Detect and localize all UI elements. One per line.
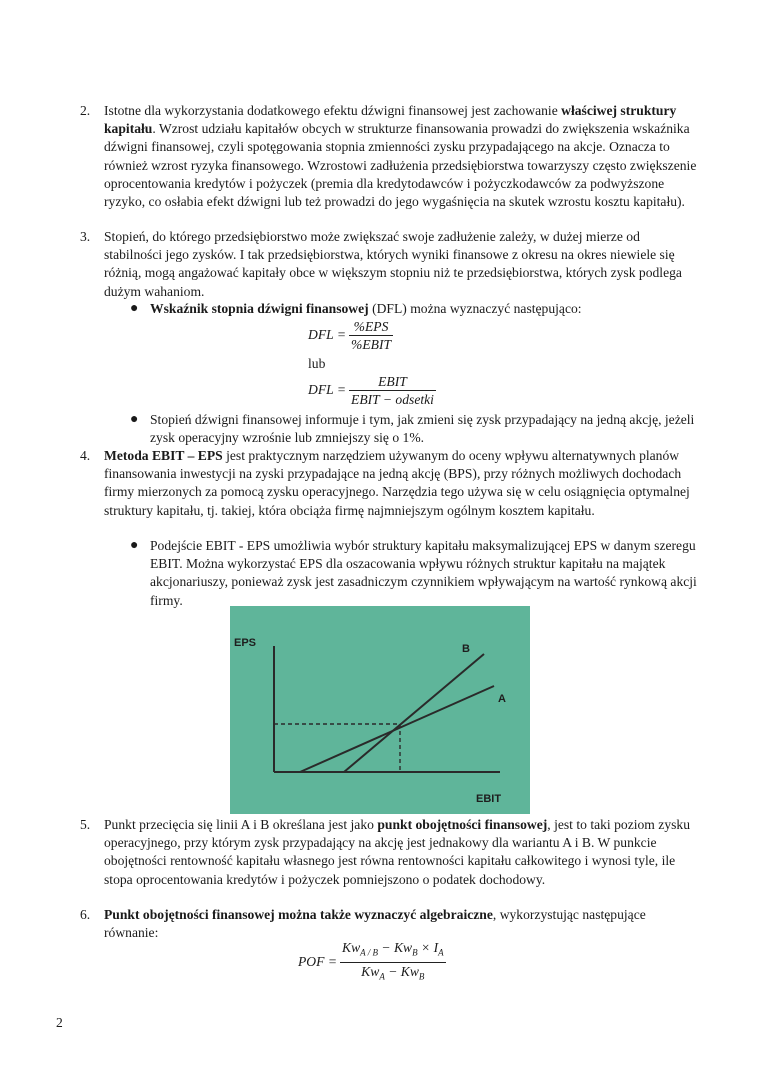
list-number: 6. xyxy=(80,907,91,922)
text-run: Istotne dla wykorzystania dodatkowego efektu dźwigni finansowej jest zachowanie xyxy=(104,103,562,118)
formula-or: lub xyxy=(308,356,326,371)
list-text xyxy=(104,816,700,889)
bullet-icon: ● xyxy=(130,301,139,316)
formula-subscript: A / B xyxy=(360,947,378,958)
bullet-item-dfl-info xyxy=(130,411,700,447)
bold-text-run: Punkt obojętności finansowej można także wyznaczyć algebraiczne xyxy=(104,907,493,922)
formula-subscript: B xyxy=(418,971,425,982)
fraction xyxy=(340,939,446,985)
formula-dfl-percent xyxy=(308,318,393,353)
formula-subscript: A xyxy=(379,971,385,982)
text-run: jest praktycznym narzędziem używanym do oceny wpływu alternatywnych planów finansowania inwestycji na zyski przypadające na jedną akcję (BPS), przy różnych możliwych dochodach firmy mierzonych za pomocą zysku operacyjnego. Narzędzia tego używa się w celu osiągnięcia optymalnej struktury kapitału, tj. takiej, która obciąża firmę najmniejszym ogólnym kosztem kapitału. xyxy=(104,448,690,518)
list-number: 5. xyxy=(80,817,91,832)
list-number: 4. xyxy=(80,448,91,463)
formula-term: × I xyxy=(417,940,439,955)
list-number: 3. xyxy=(80,229,91,244)
fraction-denominator: %EBIT xyxy=(351,337,392,352)
formula-lhs: DFL = xyxy=(308,382,347,398)
list-text xyxy=(104,102,700,211)
bullet-text xyxy=(150,300,700,318)
fraction xyxy=(349,318,393,353)
bullet-icon: ● xyxy=(130,538,139,553)
text-run: (DFL) można wyznaczyć następująco: xyxy=(368,301,582,316)
bold-text-run: właściwej struktury kapitału xyxy=(104,103,677,137)
page-number: 2 xyxy=(56,1015,63,1030)
fraction-numerator: EBIT xyxy=(349,373,436,391)
line-b-label: B xyxy=(462,643,470,655)
formula-lhs: POF = xyxy=(298,954,337,970)
x-axis-label: EBIT xyxy=(476,793,502,805)
list-item-4 xyxy=(80,447,700,537)
formula-pof xyxy=(298,939,446,985)
fraction-denominator: EBIT − odsetki xyxy=(351,392,434,407)
formula-subscript: A xyxy=(438,947,444,958)
list-text xyxy=(104,447,700,520)
bullet-item-ebit-eps xyxy=(130,537,700,609)
line-a-label: A xyxy=(498,693,506,705)
list-item-6 xyxy=(80,906,700,942)
list-item-5 xyxy=(80,816,700,906)
list-item-3 xyxy=(80,228,700,300)
list-number: 2. xyxy=(80,103,91,118)
bullet-text xyxy=(150,411,700,447)
text-run: , wykorzystując następujące równanie: xyxy=(104,907,646,941)
list-text xyxy=(104,228,700,301)
text-run: Podejście EBIT - EPS umożliwia wybór struktury kapitału maksymalizującej EPS w danym szeregu EBIT. Można wykorzystać EPS dla oszacowania wpływu różnych struktur kapitału na majątek akcjonariuszy, ponieważ zysk jest zasadniczym czynnikiem wpływającym na wartość rynkową akcji firmy. xyxy=(150,538,697,608)
bullet-item-dfl xyxy=(130,300,700,318)
bullet-icon: ● xyxy=(130,412,139,427)
formula-term: Kw xyxy=(361,963,380,979)
formula-dfl-ebit xyxy=(308,373,436,408)
bold-text-run: punkt obojętności finansowej xyxy=(377,817,548,832)
formula-term: − Kw xyxy=(384,963,419,979)
text-run: Stopień, do którego przedsiębiorstwo może zwiększać swoje zadłużenie zależy, w dużej mierze od stabilności jego zysków. I tak przedsiębiorstwa, których wyniki finansowe z okresu na okres niewiele się różnią, mogą angażować kapitały obce w większym stopniu niż te przedsiębiorstwa, których zysk podlega dużym wahaniom. xyxy=(104,229,682,299)
y-axis-label: EPS xyxy=(234,637,257,649)
bold-text-run: Metoda EBIT – EPS xyxy=(104,448,223,463)
list-text xyxy=(104,906,700,942)
text-run: Punkt przecięcia się linii A i B określana jest jako xyxy=(104,817,378,832)
list-item-2 xyxy=(80,102,700,228)
text-run: . Wzrost udziału kapitałów obcych w strukturze finansowania prowadzi do zwiększenia wskaźnika dźwigni finansowej, czyli spotęgowania stopnia zmienności zysku przypadającego na akcje. Oznacza to również wzrost ryzyka finansowego. Wzrostowi zadłużenia przedsiębiorstwa towarzyszy często zwiększenie oprocentowania kredytów i pożyczek (premia dla kredytodawców i pożyczkodawców za podwyższone ryzyko, co osłabia efekt dźwigni lub też prowadzi do jego wygaśnięcia na skutek wzrostu kosztu kapitału). xyxy=(104,121,697,210)
fraction-denominator xyxy=(340,963,446,986)
text-run: , jest to taki poziom zysku operacyjnego, przy którym zysk przypadający na akcję jest jednakowy dla wariantu A i B. W punkcie obojętności rentowność kapitału własnego jest równa rentowności kapitału całkowitego i wynosi tyle, ile stopa oprocentowania kredytów i pożyczek pomniejszono o podatek dochodowy. xyxy=(104,817,690,887)
ebit-eps-chart xyxy=(230,606,530,814)
bold-text-run: Wskaźnik stopnia dźwigni finansowej xyxy=(150,301,369,316)
formula-lhs: DFL = xyxy=(308,327,347,343)
bullet-text xyxy=(150,537,700,610)
text-run: Stopień dźwigni finansowej informuje i tym, jak zmieni się zysk przypadający na jedną akcję, jeżeli zysk operacyjny wzrośnie lub zmniejszy się o 1%. xyxy=(150,412,695,446)
fraction-numerator xyxy=(340,939,446,963)
fraction-numerator: %EPS xyxy=(349,318,393,336)
formula-term: Kw xyxy=(342,940,361,955)
formula-subscript: B xyxy=(412,947,418,958)
fraction xyxy=(349,373,436,408)
formula-term: − Kw xyxy=(377,940,413,955)
